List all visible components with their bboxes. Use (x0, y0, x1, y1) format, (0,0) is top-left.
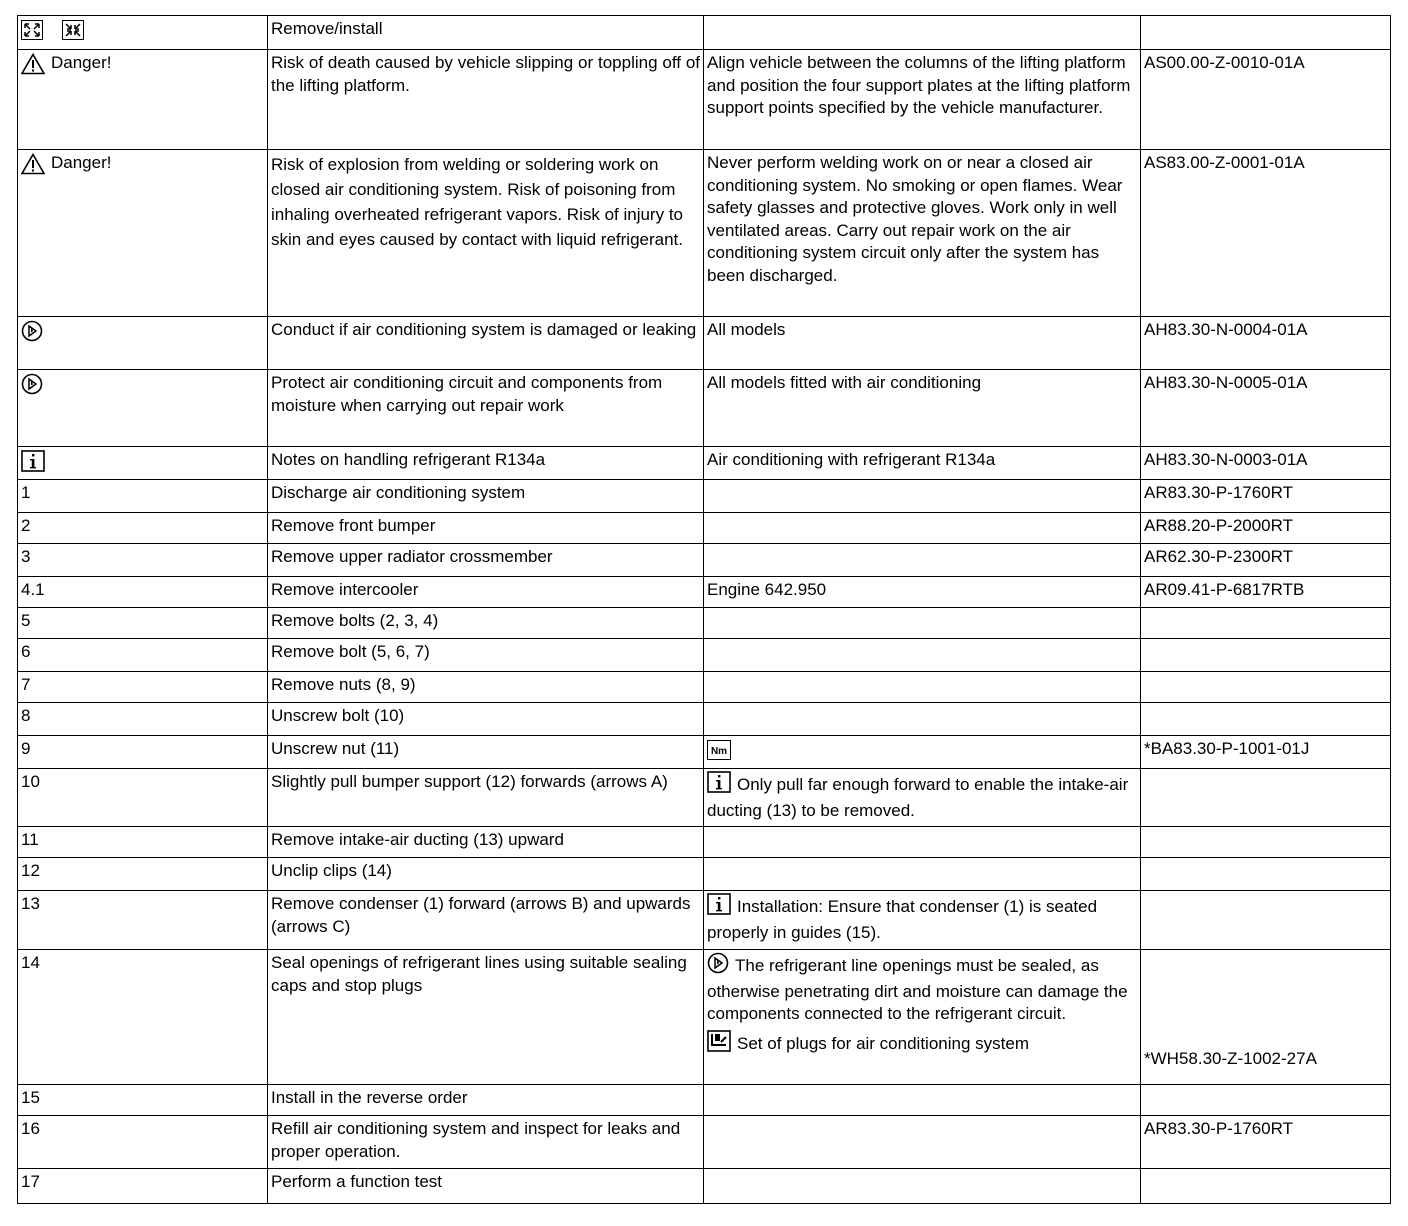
torque-icon (707, 740, 731, 760)
procedure-table (17, 15, 1391, 1204)
step-ref (1141, 827, 1391, 858)
step-info (704, 544, 1141, 577)
warning-icon (21, 53, 45, 75)
step-text: Remove upper radiator crossmember (268, 544, 704, 577)
step-text: Remove front bumper (268, 513, 704, 544)
note-row (18, 447, 1391, 480)
step-info (704, 672, 1141, 703)
warning-icon (21, 153, 45, 175)
step-row (18, 608, 1391, 639)
step-text: Unscrew nut (11) (268, 736, 704, 769)
step-row (18, 1085, 1391, 1116)
step-text: Unscrew bolt (10) (268, 703, 704, 736)
install-icon (62, 20, 84, 40)
info-icon (707, 893, 731, 922)
caution-icon (707, 952, 729, 981)
remove-icon (21, 20, 43, 40)
step-number: 6 (18, 639, 268, 672)
step-text: Remove condenser (1) forward (arrows B) and upwards (arrows C) (268, 891, 704, 950)
step-text: Seal openings of refrigerant lines using suitable sealing caps and stop plugs (268, 950, 704, 1085)
step-info (704, 513, 1141, 544)
note-text: Protect air conditioning circuit and components from moisture when carrying out repair work (268, 370, 704, 447)
note-applies: Air conditioning with refrigerant R134a (704, 447, 1141, 480)
step-text: Slightly pull bumper support (12) forwards (arrows A) (268, 769, 704, 827)
header-row (18, 16, 1391, 50)
note-text: Notes on handling refrigerant R134a (268, 447, 704, 480)
torque-icon-label: Nm (710, 745, 728, 757)
step-ref (1141, 1169, 1391, 1204)
note-row (18, 317, 1391, 370)
step-ref: *BA83.30-P-1001-01J (1141, 736, 1391, 769)
danger-measure: Never perform welding work on or near a closed air conditioning system. No smoking or open flames. Wear safety glasses and protective gloves. Work only in well ventilated areas. Carry out repair work on the air conditioning system circuit only after the system has been discharged. (704, 150, 1141, 317)
step-row (18, 639, 1391, 672)
step-ref: AR09.41-P-6817RTB (1141, 577, 1391, 608)
danger-text: Risk of death caused by vehicle slipping or toppling off of the lifting platform. (268, 50, 704, 150)
step-number: 10 (18, 769, 268, 827)
step-number: 1 (18, 480, 268, 513)
step-info: Installation: Ensure that condenser (1) is seated properly in guides (15). (707, 897, 1098, 942)
step-row (18, 480, 1391, 513)
step-number: 11 (18, 827, 268, 858)
step-number: 5 (18, 608, 268, 639)
step-ref: *WH58.30-Z-1002-27A (1141, 950, 1391, 1085)
step-row (18, 513, 1391, 544)
step-number: 16 (18, 1116, 268, 1169)
step-info (704, 1085, 1141, 1116)
step-info: Only pull far enough forward to enable the intake-air ducting (13) to be removed. (707, 775, 1129, 820)
step-row (18, 769, 1391, 827)
step-info (704, 608, 1141, 639)
step-row (18, 827, 1391, 858)
step-row (18, 1169, 1391, 1204)
step-number: 2 (18, 513, 268, 544)
info-icon (707, 771, 731, 800)
step-number: 3 (18, 544, 268, 577)
step-row (18, 891, 1391, 950)
note-ref: AH83.30-N-0004-01A (1141, 317, 1391, 370)
step-info (704, 639, 1141, 672)
danger-measure: Align vehicle between the columns of the lifting platform and position the four support plates at the lifting platform support points specified by the vehicle manufacturer. (704, 50, 1141, 150)
note-ref: AH83.30-N-0005-01A (1141, 370, 1391, 447)
step-row (18, 858, 1391, 891)
step-ref (1141, 703, 1391, 736)
note-applies: All models (704, 317, 1141, 370)
step-text: Remove intercooler (268, 577, 704, 608)
danger-ref: AS00.00-Z-0010-01A (1141, 50, 1391, 150)
step-info (704, 827, 1141, 858)
step-number: 17 (18, 1169, 268, 1204)
step-ref (1141, 639, 1391, 672)
danger-label: Danger! (51, 53, 112, 72)
step-info-tool: Set of plugs for air conditioning system (737, 1033, 1029, 1053)
step-ref (1141, 769, 1391, 827)
step-row (18, 950, 1391, 1085)
step-row (18, 1116, 1391, 1169)
step-text: Perform a function test (268, 1169, 704, 1204)
step-row (18, 736, 1391, 769)
step-number: 12 (18, 858, 268, 891)
note-row (18, 370, 1391, 447)
step-info: Engine 642.950 (704, 577, 1141, 608)
step-row (18, 544, 1391, 577)
step-info (704, 703, 1141, 736)
step-row (18, 672, 1391, 703)
caution-icon (21, 373, 43, 395)
step-info (704, 858, 1141, 891)
step-ref: AR88.20-P-2000RT (1141, 513, 1391, 544)
info-icon (21, 450, 45, 472)
step-ref: AR83.30-P-1760RT (1141, 1116, 1391, 1169)
step-text: Remove nuts (8, 9) (268, 672, 704, 703)
step-number: 9 (18, 736, 268, 769)
step-row (18, 577, 1391, 608)
step-text: Remove bolt (5, 6, 7) (268, 639, 704, 672)
step-row (18, 703, 1391, 736)
step-ref: AR62.30-P-2300RT (1141, 544, 1391, 577)
step-number: 8 (18, 703, 268, 736)
step-info (704, 1169, 1141, 1204)
danger-row (18, 50, 1391, 150)
danger-ref: AS83.00-Z-0001-01A (1141, 150, 1391, 317)
step-ref (1141, 891, 1391, 950)
step-info: The refrigerant line openings must be sealed, as otherwise penetrating dirt and moisture can damage the components connected to the refrigerant circuit. (707, 956, 1128, 1023)
header-title: Remove/install (268, 16, 704, 50)
step-ref (1141, 858, 1391, 891)
step-text: Remove bolts (2, 3, 4) (268, 608, 704, 639)
step-info (704, 480, 1141, 513)
step-number: 14 (18, 950, 268, 1085)
caution-icon (21, 320, 43, 342)
step-info (704, 1116, 1141, 1169)
step-ref: AR83.30-P-1760RT (1141, 480, 1391, 513)
step-number: 4.1 (18, 577, 268, 608)
note-applies: All models fitted with air conditioning (704, 370, 1141, 447)
step-text: Remove intake-air ducting (13) upward (268, 827, 704, 858)
step-number: 13 (18, 891, 268, 950)
step-text: Discharge air conditioning system (268, 480, 704, 513)
step-number: 7 (18, 672, 268, 703)
step-ref (1141, 1085, 1391, 1116)
step-text: Install in the reverse order (268, 1085, 704, 1116)
note-ref: AH83.30-N-0003-01A (1141, 447, 1391, 480)
step-ref (1141, 672, 1391, 703)
tool-icon (707, 1030, 731, 1059)
header-icons-cell (18, 16, 268, 50)
note-text: Conduct if air conditioning system is damaged or leaking (268, 317, 704, 370)
step-text: Unclip clips (14) (268, 858, 704, 891)
step-ref (1141, 608, 1391, 639)
step-number: 15 (18, 1085, 268, 1116)
danger-text: Risk of explosion from welding or soldering work on closed air conditioning system. Risk of poisoning from inhaling overheated refrigerant vapors. Risk of injury to skin and eyes caused by contact with liquid refrigerant. (268, 150, 704, 317)
danger-label: Danger! (51, 153, 112, 172)
step-text: Refill air conditioning system and inspect for leaks and proper operation. (268, 1116, 704, 1169)
danger-row (18, 150, 1391, 317)
